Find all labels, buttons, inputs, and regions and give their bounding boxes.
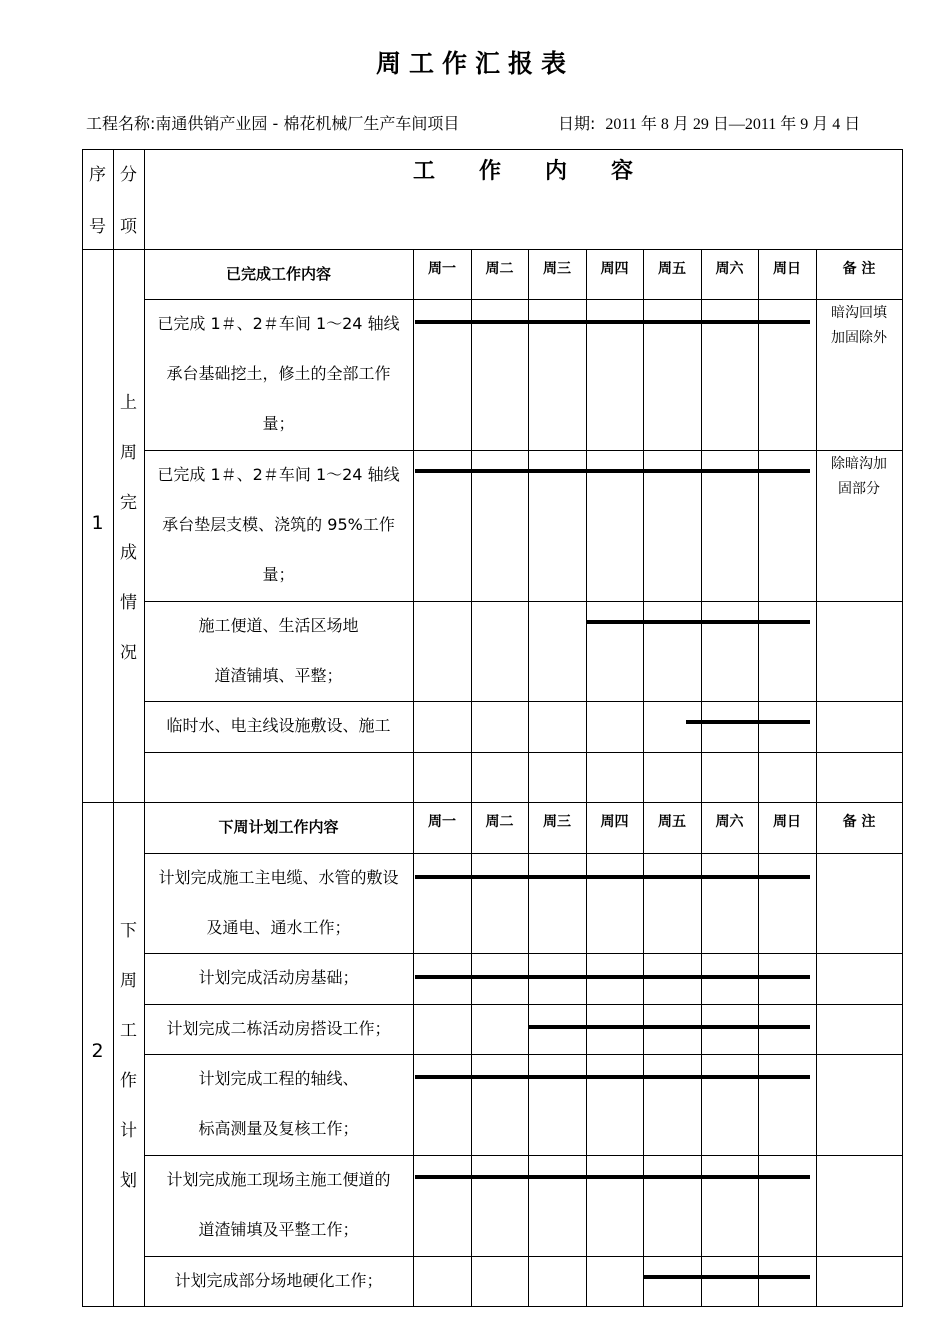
task-text: 已完成 1＃、2＃车间 1～24 轴线 (157, 314, 400, 333)
weekday-header: 周三 (543, 261, 571, 277)
category-char: 划 (120, 1171, 137, 1191)
weekday-header: 周二 (485, 261, 514, 277)
grid-line (643, 249, 644, 803)
task-text: 已完成 1＃、2＃车间 1～24 轴线 (157, 465, 400, 484)
category-char: 成 (120, 542, 137, 563)
weekday-header: 周日 (773, 814, 801, 830)
category-char: 下 (120, 921, 137, 941)
task-text: 施工便道、生活区场地 (198, 616, 359, 635)
grid-line (413, 249, 414, 803)
category-char: 计 (120, 1121, 137, 1141)
date-value: 2011 年 8 月 29 日—2011 年 9 月 4 日 (605, 116, 861, 133)
task-text: 道渣铺填、平整； (214, 666, 343, 685)
gantt-bar (415, 1175, 810, 1179)
gantt-bar (586, 620, 810, 624)
task-text: 承台垫层支模、浇筑的 95%工作 (162, 515, 395, 534)
task-text: 计划完成工程的轴线、 (198, 1069, 359, 1088)
weekday-header: 周四 (600, 261, 629, 277)
weekday-header: 周六 (715, 261, 744, 277)
category-header-char: 项 (120, 217, 137, 237)
weekday-header: 周二 (485, 814, 514, 830)
gantt-bar (528, 1025, 810, 1029)
gantt-bar (415, 1075, 810, 1079)
category-char: 况 (120, 642, 137, 663)
category-char: 情 (120, 592, 137, 613)
grid-line (528, 249, 529, 803)
gantt-bar (415, 320, 810, 324)
date-label: 日期: (558, 114, 596, 133)
grid-line (82, 1306, 903, 1307)
category-char: 作 (120, 1071, 137, 1091)
task-remark: 暗沟回填 (831, 305, 887, 321)
task-text: 计划完成二栋活动房搭设工作； (166, 1019, 391, 1038)
section-number: 2 (91, 1040, 104, 1062)
grid-line (144, 752, 903, 753)
task-text: 道渣铺填及平整工作； (198, 1220, 359, 1239)
gantt-bar (643, 1275, 810, 1279)
task-text: 计划完成施工主电缆、水管的敷设 (158, 868, 399, 887)
grid-line (413, 802, 414, 1307)
seq-header-char: 号 (89, 217, 106, 237)
category-char: 完 (120, 492, 137, 513)
category-char: 周 (120, 442, 137, 463)
section-number: 1 (91, 511, 104, 534)
weekday-header: 周一 (428, 814, 456, 830)
gantt-bar (415, 875, 810, 879)
category-char: 工 (120, 1021, 137, 1041)
gantt-bar (686, 720, 810, 724)
task-text: 量； (262, 565, 295, 584)
weekday-header: 周三 (543, 814, 571, 830)
task-text: 标高测量及复核工作； (198, 1119, 359, 1138)
category-char: 周 (120, 971, 137, 991)
gantt-bar (415, 975, 810, 979)
weekday-header: 周六 (715, 814, 744, 830)
grid-line (82, 149, 83, 1307)
section-subheader: 下周计划工作内容 (218, 818, 339, 836)
weekday-header: 周日 (773, 261, 801, 277)
task-text: 临时水、电主线设施敷设、施工 (166, 716, 391, 735)
category-char: 上 (120, 392, 137, 413)
page-title: 周工作汇报表 (375, 49, 574, 78)
project-name: 工程名称:南通供销产业园 - 棉花机械厂生产车间项目 (86, 114, 460, 133)
task-text: 及通电、通水工作； (206, 918, 351, 937)
seq-header-char: 序 (89, 165, 106, 185)
task-remark: 除暗沟加 (831, 456, 887, 472)
task-remark: 加固除外 (831, 330, 887, 346)
task-text: 量； (262, 414, 295, 433)
weekday-header: 周五 (658, 814, 686, 830)
content-header: 工 作 内 容 (412, 159, 633, 184)
report-date (558, 111, 860, 134)
task-text: 承台基础挖土，修土的全部工作 (166, 364, 391, 383)
weekday-header: 周五 (658, 261, 686, 277)
weekday-header: 周四 (600, 814, 629, 830)
category-header-char: 分 (120, 165, 137, 185)
task-text: 计划完成施工现场主施工便道的 (166, 1170, 391, 1189)
weekday-header: 周一 (428, 261, 456, 277)
grid-line (816, 802, 817, 1307)
remarks-header: 备 注 (842, 261, 876, 277)
task-text: 计划完成部分场地硬化工作； (174, 1271, 383, 1290)
grid-line (902, 149, 903, 1307)
grid-line (82, 149, 903, 150)
task-text: 计划完成活动房基础； (198, 968, 359, 987)
task-remark: 固部分 (838, 481, 880, 497)
remarks-header: 备 注 (842, 814, 876, 830)
gantt-bar (415, 469, 810, 473)
section-subheader: 已完成工作内容 (225, 265, 331, 283)
grid-line (471, 249, 472, 803)
grid-line (586, 249, 587, 803)
